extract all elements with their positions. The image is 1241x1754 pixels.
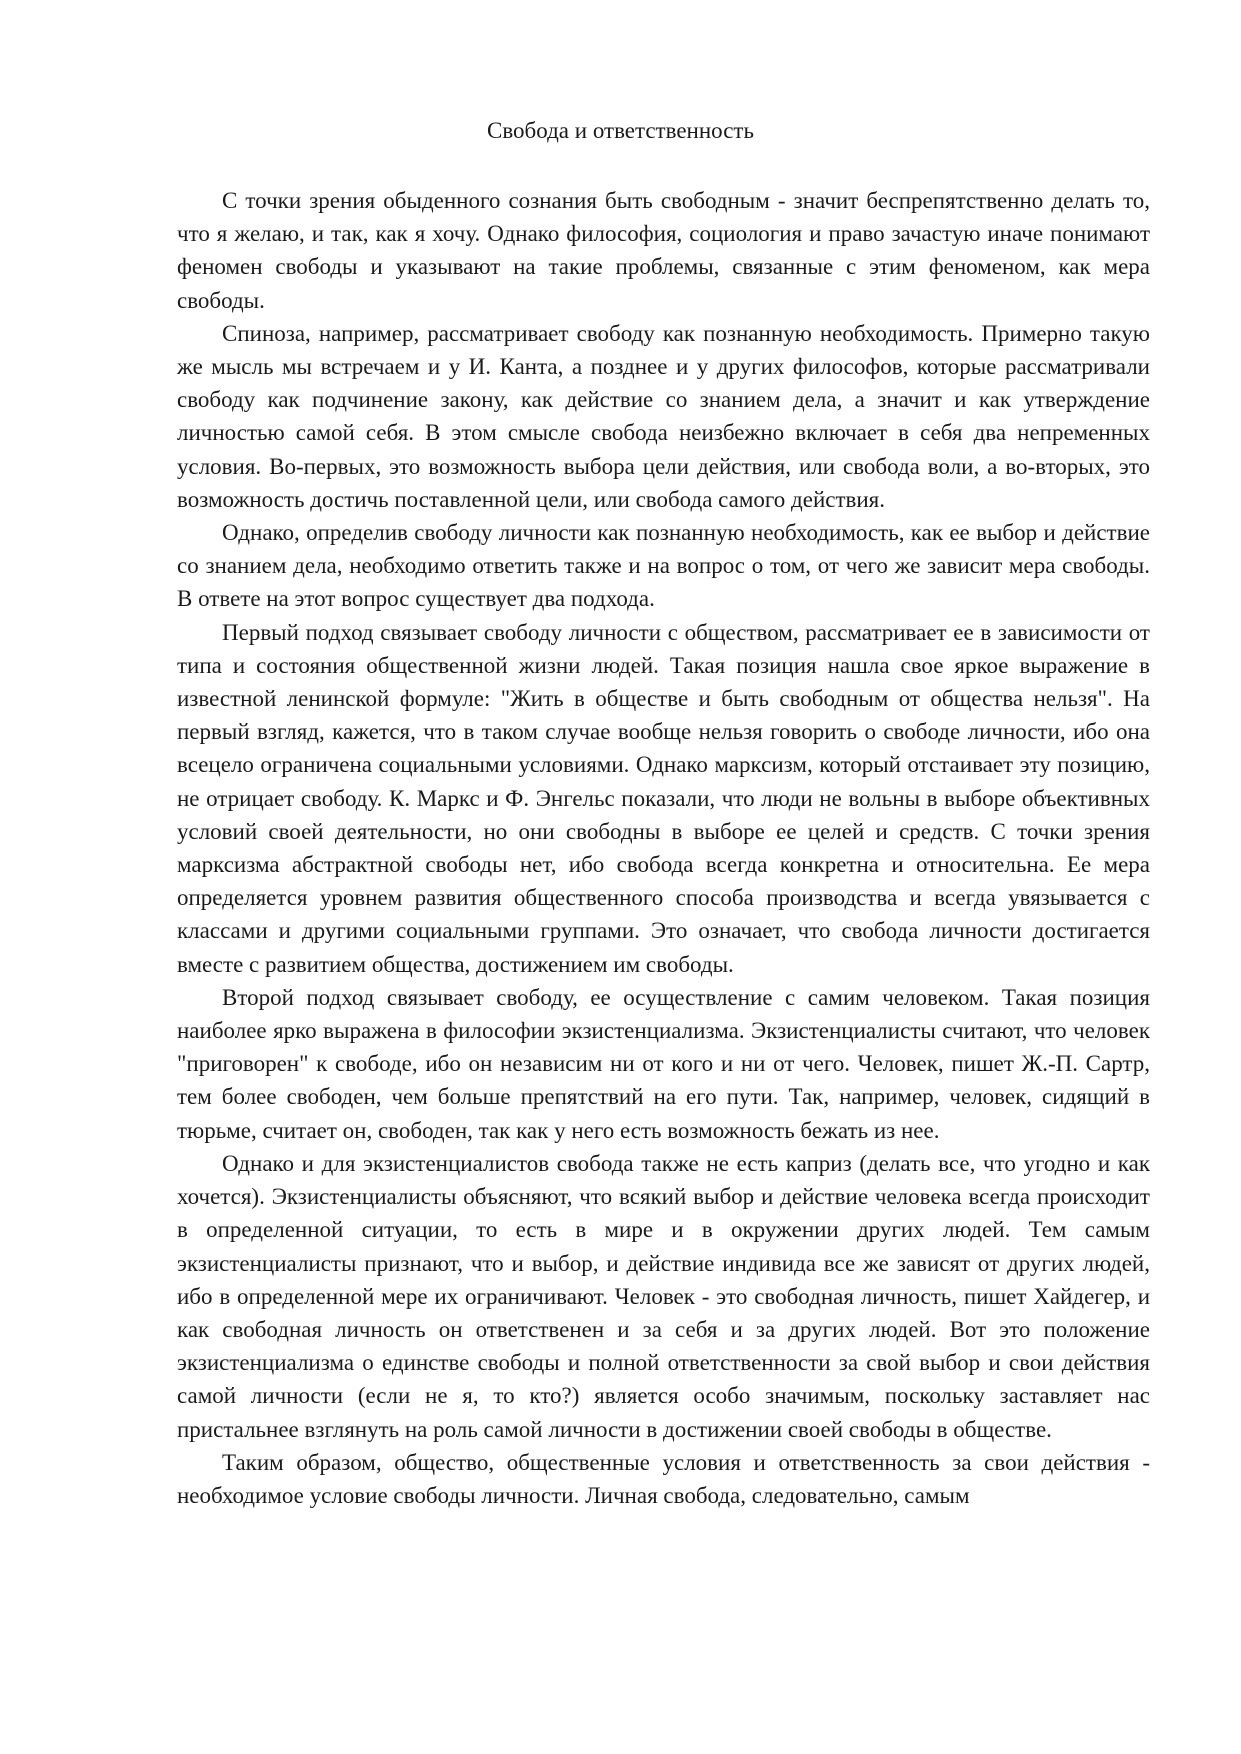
paragraph-7: Таким образом, общество, общественные условия и ответственность за свои действия - необходимое условие свободы личности. Личная свобода, следовательно, самым [177, 1449, 1150, 1508]
paragraph-1: С точки зрения обыденного сознания быть свободным - значит беспрепятственно делать то, что я желаю, и так, как я хочу. Однако философия, социология и право зачастую иначе понимают феномен свободы и указывают на такие проблемы, связанные с этим феноменом, как мера свободы. [177, 188, 1150, 313]
paragraph-2: Спиноза, например, рассматривает свободу как познанную необходимость. Примерно такую же мысль мы встречаем и у И. Канта, а позднее и у других философов, которые рассматривали свободу как подчинение закону, как действие со знанием дела, а значит и как утверждение личностью самой себя. В этом смысле свобода неизбежно включает в себя два непременных условия. Во-первых, это возможность выбора цели действия, или свобода воли, а во-вторых, это возможность достичь поставленной цели, или свобода самого действия. [177, 320, 1150, 512]
paragraph-5: Второй подход связывает свободу, ее осуществление с самим человеком. Такая позиция наиболее ярко выражена в философии экзистенциализма. Экзистенциалисты считают, что человек "приговорен" к свободе, ибо он независим ни от кого и ни от чего. Человек, пишет Ж.-П. Сартр, тем более свободен, чем больше препятствий на его пути. Так, например, человек, сидящий в тюрьме, считает он, свободен, так как у него есть возможность бежать из нее. [177, 984, 1150, 1143]
document-body [177, 184, 1150, 1512]
paragraph-6: Однако и для экзистенциалистов свобода также не есть каприз (делать все, что угодно и как хочется). Экзистенциалисты объясняют, что всякий выбор и действие человека всегда происходит в определенной ситуации, то есть в мире и в окружении других людей. Тем самым экзистенциалисты признают, что и выбор, и действие индивида все же зависят от других людей, ибо в определенной мере их ограничивают. Человек - это свободная личность, пишет Хайдегер, и как свободная личность он ответственен и за себя и за других людей. Вот это положение экзистенциализма о единстве свободы и полной ответственности за свой выбор и свои действия самой личности (если не я, то кто?) является особо значимым, поскольку заставляет нас пристальнее взглянуть на роль самой личности в достижении своей свободы в обществе. [177, 1150, 1150, 1442]
document-title: Свобода и ответственность [487, 118, 754, 143]
paragraph-4: Первый подход связывает свободу личности с обществом, рассматривает ее в зависимости от типа и состояния общественной жизни людей. Такая позиция нашла свое яркое выражение в известной ленинской формуле: "Жить в обществе и быть свободным от общества нельзя". На первый взгляд, кажется, что в таком случае вообще нельзя говорить о свободе личности, ибо она всецело ограничена социальными условиями. Однако марксизм, который отстаивает эту позицию, не отрицает свободу. К. Маркс и Ф. Энгельс показали, что люди не вольны в выборе объективных условий своей деятельности, но они свободны в выборе ее целей и средств. С точки зрения марксизма абстрактной свободы нет, ибо свобода всегда конкретна и относительна. Ее мера определяется уровнем развития общественного способа производства и всегда увязывается с классами и другими социальными группами. Это означает, что свобода личности достигается вместе с развитием общества, достижением им свободы. [177, 619, 1150, 977]
paragraph-3: Однако, определив свободу личности как познанную необходимость, как ее выбор и действие со знанием дела, необходимо ответить также и на вопрос о том, от чего же зависит мера свободы. В ответе на этот вопрос существует два подхода. [177, 520, 1150, 612]
